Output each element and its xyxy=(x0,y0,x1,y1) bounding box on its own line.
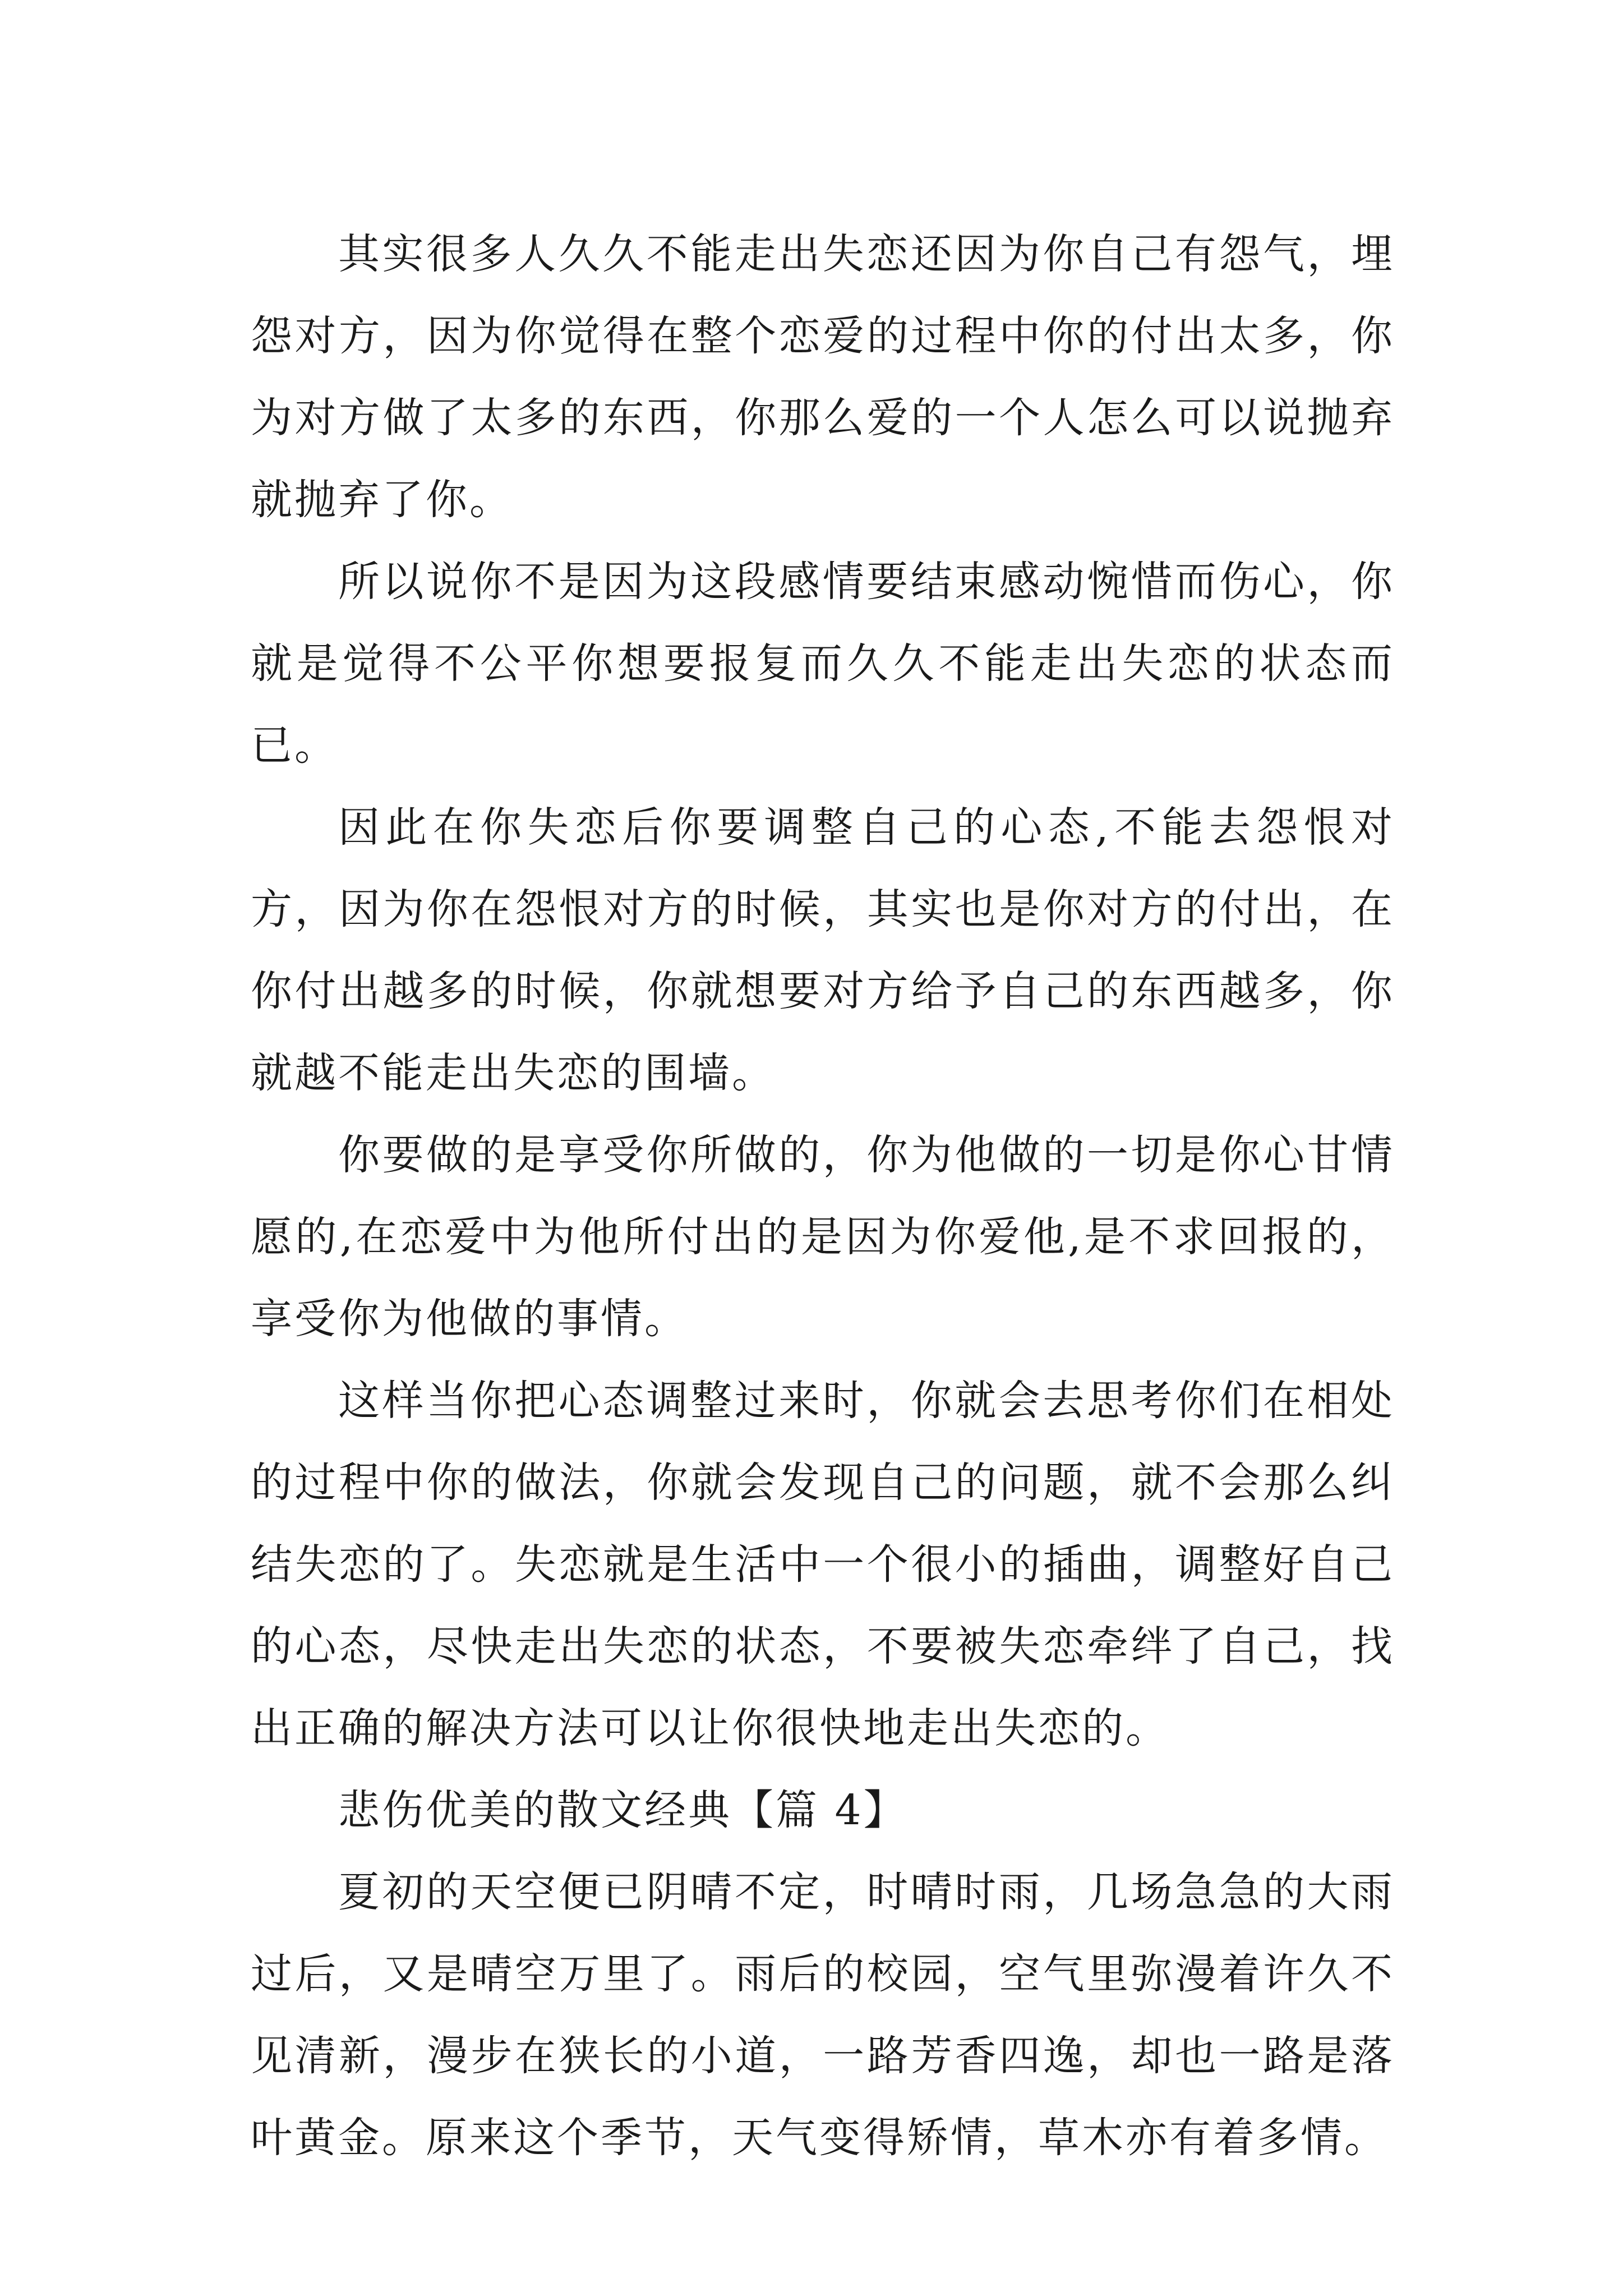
paragraph-1: 其实很多人久久不能走出失恋还因为你自己有怨气，埋怨对方，因为你觉得在整个恋爱的过程中你的付出太多，你为对方做了太多的东西，你那么爱的一个人怎么可以说抛弃就抛弃了你。 xyxy=(251,230,1395,524)
paragraph-6: 夏初的天空便已阴晴不定，时晴时雨，几场急急的大雨过后，又是晴空万里了。雨后的校园，空气里弥漫着许久不见清新，漫步在狭长的小道，一路芳香四逸，却也一路是落叶黄金。原来这个季节，天气变得矫情，草木亦有着多情。 xyxy=(251,1868,1395,2162)
paragraph-3: 因此在你失恋后你要调整自己的心态,不能去怨恨对方，因为你在怨恨对方的时候，其实也是你对方的付出，在你付出越多的时候，你就想要对方给予自己的东西越多，你就越不能走出失恋的围墙。 xyxy=(251,803,1395,1097)
paragraph-5: 这样当你把心态调整过来时，你就会去思考你们在相处的过程中你的做法，你就会发现自己的问题，就不会那么纠结失恋的了。失恋就是生活中一个很小的插曲，调整好自己的心态，尽快走出失恋的状态，不要被失恋牵绊了自己，找出正确的解决方法可以让你很快地走出失恋的。 xyxy=(251,1377,1395,1752)
document-body xyxy=(251,213,1395,2179)
section-heading: 悲伤优美的散文经典【篇 4】 xyxy=(338,1786,907,1834)
paragraph-2: 所以说你不是因为这段感情要结束感动惋惜而伤心，你就是觉得不公平你想要报复而久久不能走出失恋的状态而已。 xyxy=(251,558,1395,770)
paragraph-4: 你要做的是享受你所做的，你为他做的一切是你心甘情愿的,在恋爱中为他所付出的是因为你爱他,是不求回报的，享受你为他做的事情。 xyxy=(251,1131,1395,1343)
